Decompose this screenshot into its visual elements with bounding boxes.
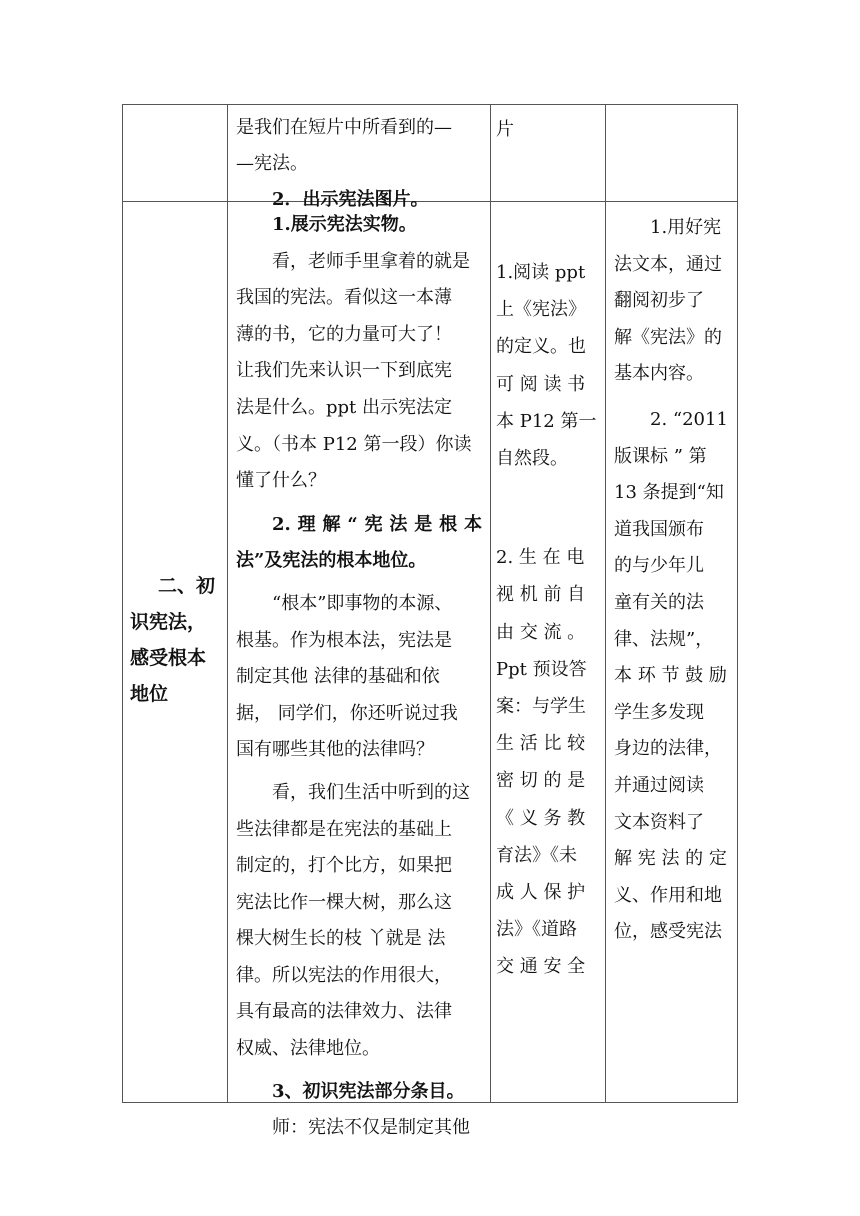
text-line: 法》《道路	[496, 919, 577, 941]
text-line: 并通过阅读	[614, 774, 704, 796]
text-line: 义、作用和地	[614, 884, 722, 906]
text-line: 据， 同学们，你还听说过我	[236, 702, 458, 724]
stage-cell	[130, 568, 222, 712]
column-divider-1	[227, 104, 228, 1103]
text-line: Ppt 预设答	[496, 658, 587, 680]
text-line: 1.阅读 ppt	[496, 262, 586, 283]
text-line: 本 环 节 鼓 励	[614, 665, 727, 687]
text-line: 解《宪法》的	[614, 326, 722, 348]
column-divider-2	[490, 104, 491, 1103]
top-row-student-cell	[496, 112, 598, 148]
text-line: 解 宪 法 的 定	[614, 848, 727, 870]
text-line: 视 机 前 自	[496, 584, 586, 606]
text-line: 师：宪法不仅是制定其他	[272, 1117, 470, 1139]
text-line: 生 活 比 较	[496, 733, 586, 755]
top-row-content-cell	[236, 110, 482, 218]
text-line: 密 切 的 是	[496, 770, 586, 792]
text-line: 宪法比作一棵大树，那么这	[236, 891, 452, 913]
text-line: “根本”即事物的本源、	[272, 592, 453, 614]
text-line: 身边的法律，	[614, 738, 722, 760]
text-line: 权威、法律地位。	[236, 1038, 380, 1060]
heading-line: 法”及宪法的根本地位。	[236, 550, 427, 572]
text-line: 案：与学生	[496, 696, 586, 718]
table-border-left	[122, 104, 123, 1103]
text-line: 棵大树生长的枝 丫就是 法	[236, 928, 446, 950]
teaching-content-cell	[236, 207, 482, 1147]
text-line: 看，老师手里拿着的就是	[272, 250, 470, 272]
text-line: 是我们在短片中所看到的—	[236, 117, 452, 138]
stage-label-line: 地位	[130, 683, 169, 705]
text-line: 法文本，通过	[614, 253, 722, 275]
text-line: 具有最高的法律效力、法律	[236, 1001, 452, 1023]
text-line: 让我们先来认识一下到底宪	[236, 360, 452, 382]
text-line: 片	[496, 119, 514, 140]
text-line: 童有关的法	[614, 591, 704, 613]
text-line: 薄的书，它的力量可大了！	[236, 323, 452, 345]
text-line: 律。所以宪法的作用很大，	[236, 964, 452, 986]
text-line: 的定义。也	[496, 336, 586, 358]
text-line: 基本内容。	[614, 363, 704, 385]
text-line: 育法》《未	[496, 844, 577, 866]
text-line: 些法律都是在宪法的基础上	[236, 818, 452, 840]
table-border-right	[737, 104, 738, 1103]
text-line: 《 义 务 教	[496, 807, 586, 829]
text-line: 道我国颁布	[614, 518, 704, 540]
text-line: 根基。作为根本法，宪法是	[236, 629, 452, 651]
text-line: 法是什么。ppt 出示宪法定	[236, 396, 452, 418]
design-intent-cell	[614, 210, 732, 951]
heading-line: 1.展示宪法实物。	[272, 214, 417, 235]
text-line: 可 阅 读 书	[496, 373, 586, 395]
text-line: 由 交 流 。	[496, 621, 586, 643]
text-line: 本 P12 第一	[496, 410, 597, 432]
text-line: 学生多发现	[614, 701, 704, 723]
text-line: 律、法规”，	[614, 628, 714, 650]
text-line: 1.用好宪	[650, 217, 722, 238]
column-divider-3	[605, 104, 606, 1103]
text-line: 懂了什么？	[236, 470, 326, 492]
text-line: 13 条提到“知	[614, 482, 724, 504]
text-line: 文本资料了	[614, 811, 704, 833]
table-border-top	[122, 104, 738, 105]
text-line: 自然段。	[496, 448, 568, 470]
heading-line: 3、初识宪法部分条目。	[272, 1080, 465, 1102]
stage-label-line: 识宪法，	[130, 611, 207, 633]
text-line: 看，我们生活中听到的这	[272, 781, 470, 803]
text-line: 我国的宪法。看似这一本薄	[236, 287, 452, 309]
text-line: —宪法。	[236, 153, 308, 174]
stage-label-line: 二、初	[158, 575, 216, 597]
text-line: 成 人 保 护	[496, 882, 586, 904]
heading-line: 2.理解“宪法是根本	[272, 513, 482, 535]
text-line: 的与少年儿	[614, 555, 704, 577]
text-line: 翻阅初步了	[614, 290, 704, 312]
text-line: 2. 生 在 电	[496, 547, 585, 569]
student-activity-cell	[496, 254, 598, 986]
text-line: 版课标 ” 第	[614, 445, 707, 467]
text-line: 义。（书本 P12 第一段）你读	[236, 433, 472, 455]
text-line: 位，感受宪法	[614, 921, 722, 943]
text-line: 制定的，打个比方，如果把	[236, 855, 452, 877]
text-line: 国有哪些其他的法律吗？	[236, 739, 434, 761]
text-line: 交 通 安 全	[496, 956, 586, 978]
text-line: 2．出示宪法图片。	[272, 189, 429, 210]
text-line: 2. “2011	[650, 408, 728, 430]
text-line: 上《宪法》	[496, 299, 586, 321]
stage-label-line: 感受根本	[130, 647, 207, 669]
text-line: 制定其他 法律的基础和依	[236, 666, 440, 688]
